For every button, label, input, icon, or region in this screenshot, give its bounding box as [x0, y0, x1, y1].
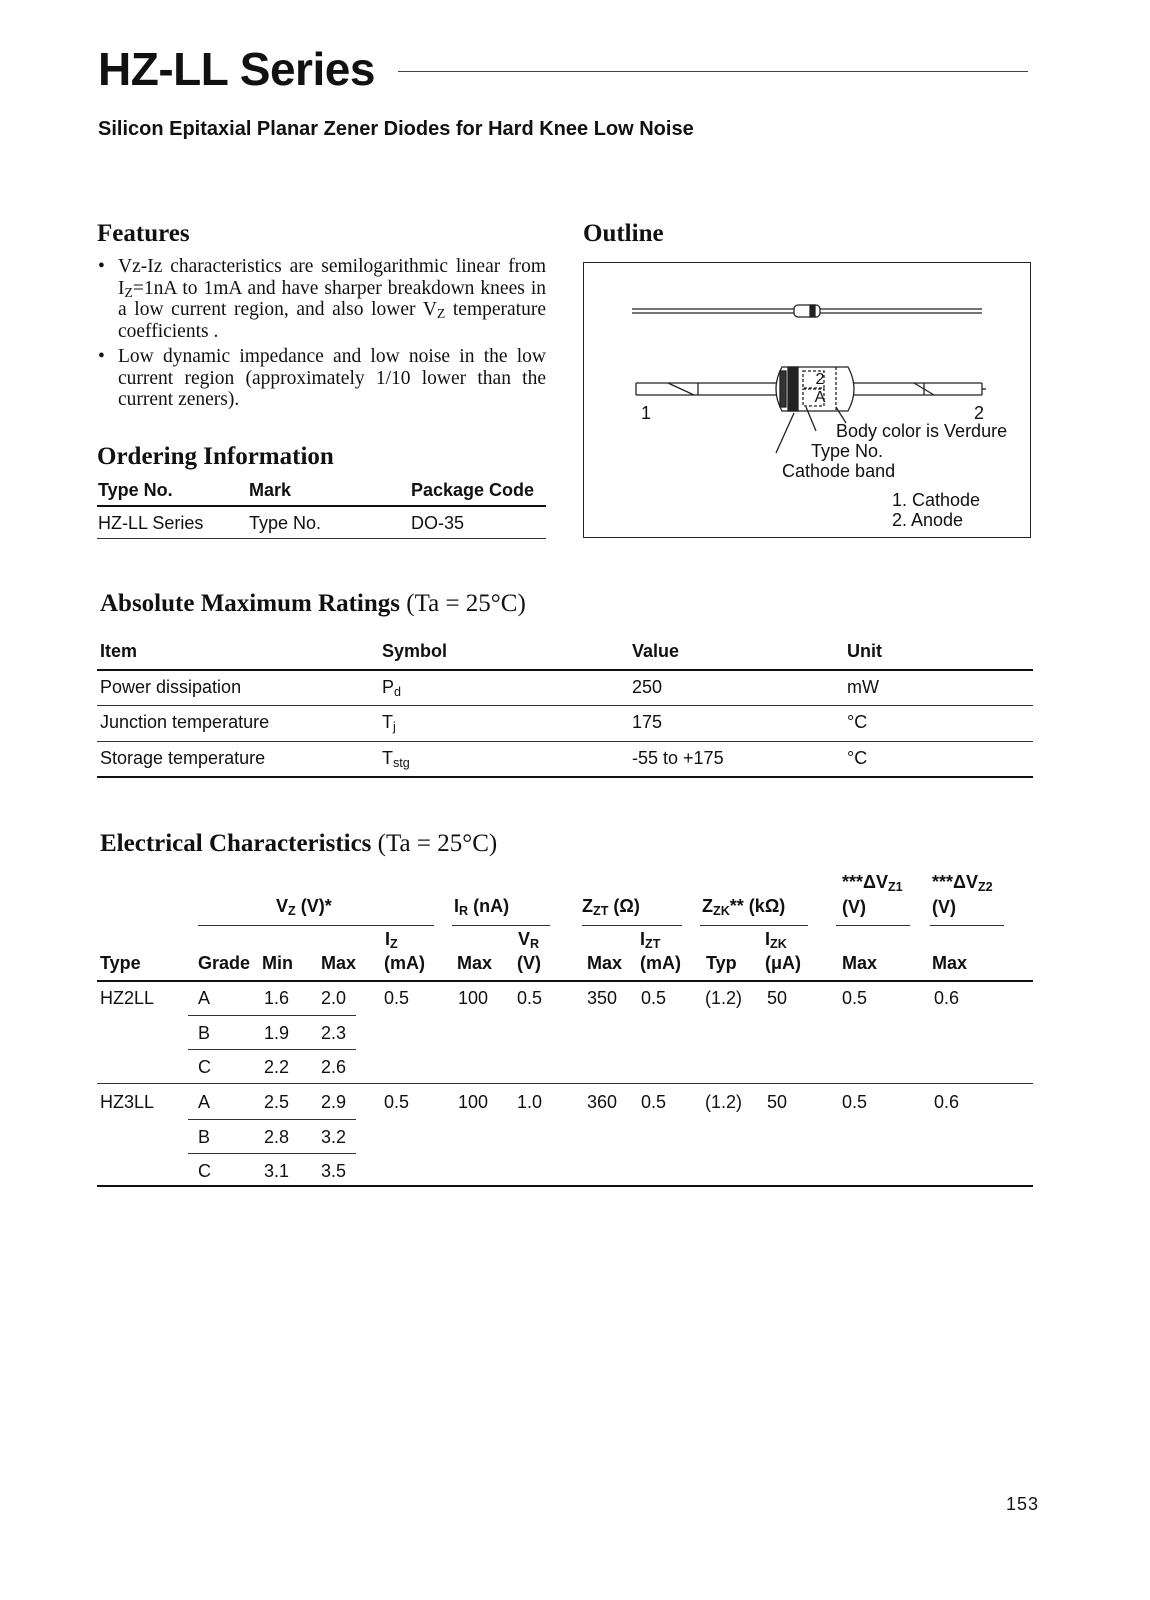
elec-grade-rule: [188, 1049, 356, 1050]
elec-cell-grade: B: [198, 1023, 211, 1043]
elec-cell-iz: 0.5: [384, 1092, 410, 1112]
elec-grade-rule: [188, 1153, 356, 1154]
ratings-cell-symbol: $P_d$: [382, 677, 402, 699]
elec-group-rule: [452, 925, 550, 926]
elec-group-zzt: $Z_{ZT}$ (Ω): [582, 896, 640, 918]
elec-header-dvz2-max: Max: [932, 953, 968, 973]
elec-group-rule: [836, 925, 910, 926]
outline-mark-grade: 2: [815, 371, 825, 388]
ordering-cell-package: DO-35: [411, 513, 465, 533]
ratings-header-symbol: Symbol: [382, 641, 448, 661]
elec-cell-max: 3.2: [321, 1127, 347, 1147]
elec-sub-izt: $I_{ZT}$: [640, 929, 661, 951]
elec-cell-grade: B: [198, 1127, 211, 1147]
ratings-cell-symbol: $T_{stg}$: [382, 748, 410, 770]
elec-group-zzk: $Z_{ZK}**$ (kΩ): [702, 896, 786, 918]
elec-header-iz-unit: (mA): [384, 953, 425, 973]
elec-group-dvz2: $***\Delta V_{Z2}$: [932, 872, 993, 894]
elec-header-ir-max: Max: [457, 953, 493, 973]
elec-cell-min: 3.1: [264, 1161, 290, 1181]
elec-cell-dvz2: 0.6: [934, 1092, 960, 1112]
elec-cell-min: 1.9: [264, 1023, 290, 1043]
ordering-header-package: Package Code: [411, 480, 535, 500]
elec-cell-min: 1.6: [264, 988, 290, 1008]
ratings-cell-value: 175: [632, 712, 663, 732]
elec-header-dvz1-max: Max: [842, 953, 878, 973]
ratings-header-unit: Unit: [847, 641, 882, 661]
ordering-cell-mark: Type No.: [249, 513, 322, 533]
ratings-cell-symbol: $T_j$: [382, 712, 396, 734]
feature-item: • Vz-Iz characteristics are semilogarithmic linear from $I_Z=1nA$ to 1mA and have sharper breakdown knees in a low current region, and also lower $V_Z$ temperature coefficients .: [96, 256, 546, 342]
elec-cell-ir: 100: [458, 1092, 489, 1112]
elec-grade-rule: [188, 1119, 356, 1120]
elec-cell-max: 2.3: [321, 1023, 347, 1043]
elec-sub-iz: $I_Z$: [385, 929, 398, 951]
elec-header-type: Type: [100, 953, 141, 973]
elec-cell-type: HZ2LL: [100, 988, 155, 1008]
elec-bottom-rule: [97, 1185, 1033, 1187]
elec-group-rule: [700, 925, 808, 926]
elec-cell-min: 2.8: [264, 1127, 290, 1147]
ordering-header-rule: [97, 505, 546, 507]
elec-group-dvz1-unit: (V): [842, 897, 866, 917]
elec-header-izk-unit: (μA): [765, 953, 801, 973]
outline-legend-cathode: 1. Cathode: [892, 490, 981, 510]
elec-cell-vr: 0.5: [517, 988, 543, 1008]
ratings-heading: Absolute Maximum Ratings (Ta = 25°C): [100, 590, 526, 617]
elec-header-zzt-max: Max: [587, 953, 623, 973]
elec-grade-rule: [188, 1015, 356, 1016]
elec-header-max: Max: [321, 953, 357, 973]
outline-legend-anode: 2. Anode: [892, 510, 964, 530]
elec-cell-max: 3.5: [321, 1161, 347, 1181]
ratings-cell-value: 250: [632, 677, 663, 697]
elec-group-rule: [930, 925, 1004, 926]
elec-cell-grade: A: [198, 1092, 211, 1112]
ordering-header-mark: Mark: [249, 480, 292, 500]
features-list: [96, 256, 546, 415]
feature-item: • Low dynamic impedance and low noise in the low current region (approximately 1/10 lower than the current zeners).: [96, 346, 546, 411]
elec-cell-grade: C: [198, 1057, 211, 1077]
elec-header-izt-unit: (mA): [640, 953, 681, 973]
elec-sub-izk: $I_{ZK}$: [765, 929, 787, 951]
ratings-cell-item: Junction temperature: [100, 712, 270, 732]
outline-cathode-band: Cathode band: [782, 461, 896, 481]
elec-cell-izt: 0.5: [641, 988, 667, 1008]
elec-cell-dvz1: 0.5: [842, 1092, 868, 1112]
outline-drawing-box: [583, 262, 1031, 538]
elec-cell-vr: 1.0: [517, 1092, 543, 1112]
diode-small-view: [632, 305, 982, 317]
elec-cell-grade: A: [198, 988, 211, 1008]
ratings-cell-unit: °C: [847, 712, 868, 732]
ratings-cell-unit: °C: [847, 748, 868, 768]
elec-cell-zzk: (1.2): [705, 1092, 743, 1112]
elec-header-grade: Grade: [198, 953, 251, 973]
elec-cell-dvz1: 0.5: [842, 988, 868, 1008]
elec-cell-min: 2.2: [264, 1057, 290, 1077]
outline-pin1-label: 1: [641, 403, 652, 423]
electrical-heading: Electrical Characteristics (Ta = 25°C): [100, 830, 498, 857]
ordering-cell-type: HZ-LL Series: [98, 513, 204, 533]
elec-cell-ir: 100: [458, 988, 489, 1008]
ordering-bottom-rule: [97, 538, 546, 539]
ratings-header-rule: [97, 669, 1033, 671]
elec-cell-max: 2.9: [321, 1092, 347, 1112]
elec-header-vr-unit: (V): [517, 953, 541, 973]
elec-cell-dvz2: 0.6: [934, 988, 960, 1008]
elec-cell-max: 2.0: [321, 988, 347, 1008]
ratings-cell-item: Power dissipation: [100, 677, 242, 697]
elec-group-ir: $I_R$ (nA): [454, 896, 510, 918]
elec-group-vz: $V_Z$ (V)*: [276, 896, 332, 918]
elec-cell-min: 2.5: [264, 1092, 290, 1112]
elec-cell-zzt: 360: [587, 1092, 618, 1112]
outline-type-no: Type No.: [811, 441, 884, 461]
elec-cell-iz: 0.5: [384, 988, 410, 1008]
elec-group-rule: [582, 925, 682, 926]
elec-header-typ: Typ: [706, 953, 737, 973]
ratings-row-rule: [97, 705, 1033, 706]
elec-cell-izk: 50: [767, 988, 788, 1008]
elec-header-rule: [97, 980, 1033, 982]
ordering-header-type: Type No.: [98, 480, 173, 500]
elec-cell-izk: 50: [767, 1092, 788, 1112]
elec-sub-vr: $V_R$: [518, 929, 540, 951]
elec-group-dvz1: $***\Delta V_{Z1}$: [842, 872, 903, 894]
ratings-cell-item: Storage temperature: [100, 748, 266, 768]
elec-cell-zzt: 350: [587, 988, 618, 1008]
outline-heading: Outline: [583, 220, 664, 247]
ordering-heading: Ordering Information: [97, 443, 334, 470]
features-heading: Features: [97, 220, 190, 247]
ratings-cell-unit: mW: [847, 677, 879, 697]
outline-body-color: Body color is Verdure: [836, 421, 1008, 441]
elec-row-rule: [97, 1083, 1033, 1084]
elec-cell-type: HZ3LL: [100, 1092, 155, 1112]
elec-cell-zzk: (1.2): [705, 988, 743, 1008]
elec-cell-max: 2.6: [321, 1057, 347, 1077]
outline-pin2-label: 2: [974, 403, 985, 423]
outline-mark-letter: A: [814, 389, 826, 406]
elec-group-dvz2-unit: (V): [932, 897, 956, 917]
ratings-bottom-rule: [97, 776, 1033, 778]
ratings-header-item: Item: [100, 641, 138, 661]
elec-cell-izt: 0.5: [641, 1092, 667, 1112]
ratings-header-value: Value: [632, 641, 680, 661]
page-title: HZ-LL Series: [98, 43, 375, 95]
page-subtitle: Silicon Epitaxial Planar Zener Diodes for Hard Knee Low Noise: [98, 118, 694, 140]
title-rule: [398, 71, 1028, 72]
elec-group-rule: [198, 925, 434, 926]
elec-cell-grade: C: [198, 1161, 211, 1181]
elec-header-min: Min: [262, 953, 293, 973]
ratings-cell-value: -55 to +175: [632, 748, 724, 768]
ratings-row-rule: [97, 741, 1033, 742]
page-number: 153: [1006, 1494, 1040, 1514]
